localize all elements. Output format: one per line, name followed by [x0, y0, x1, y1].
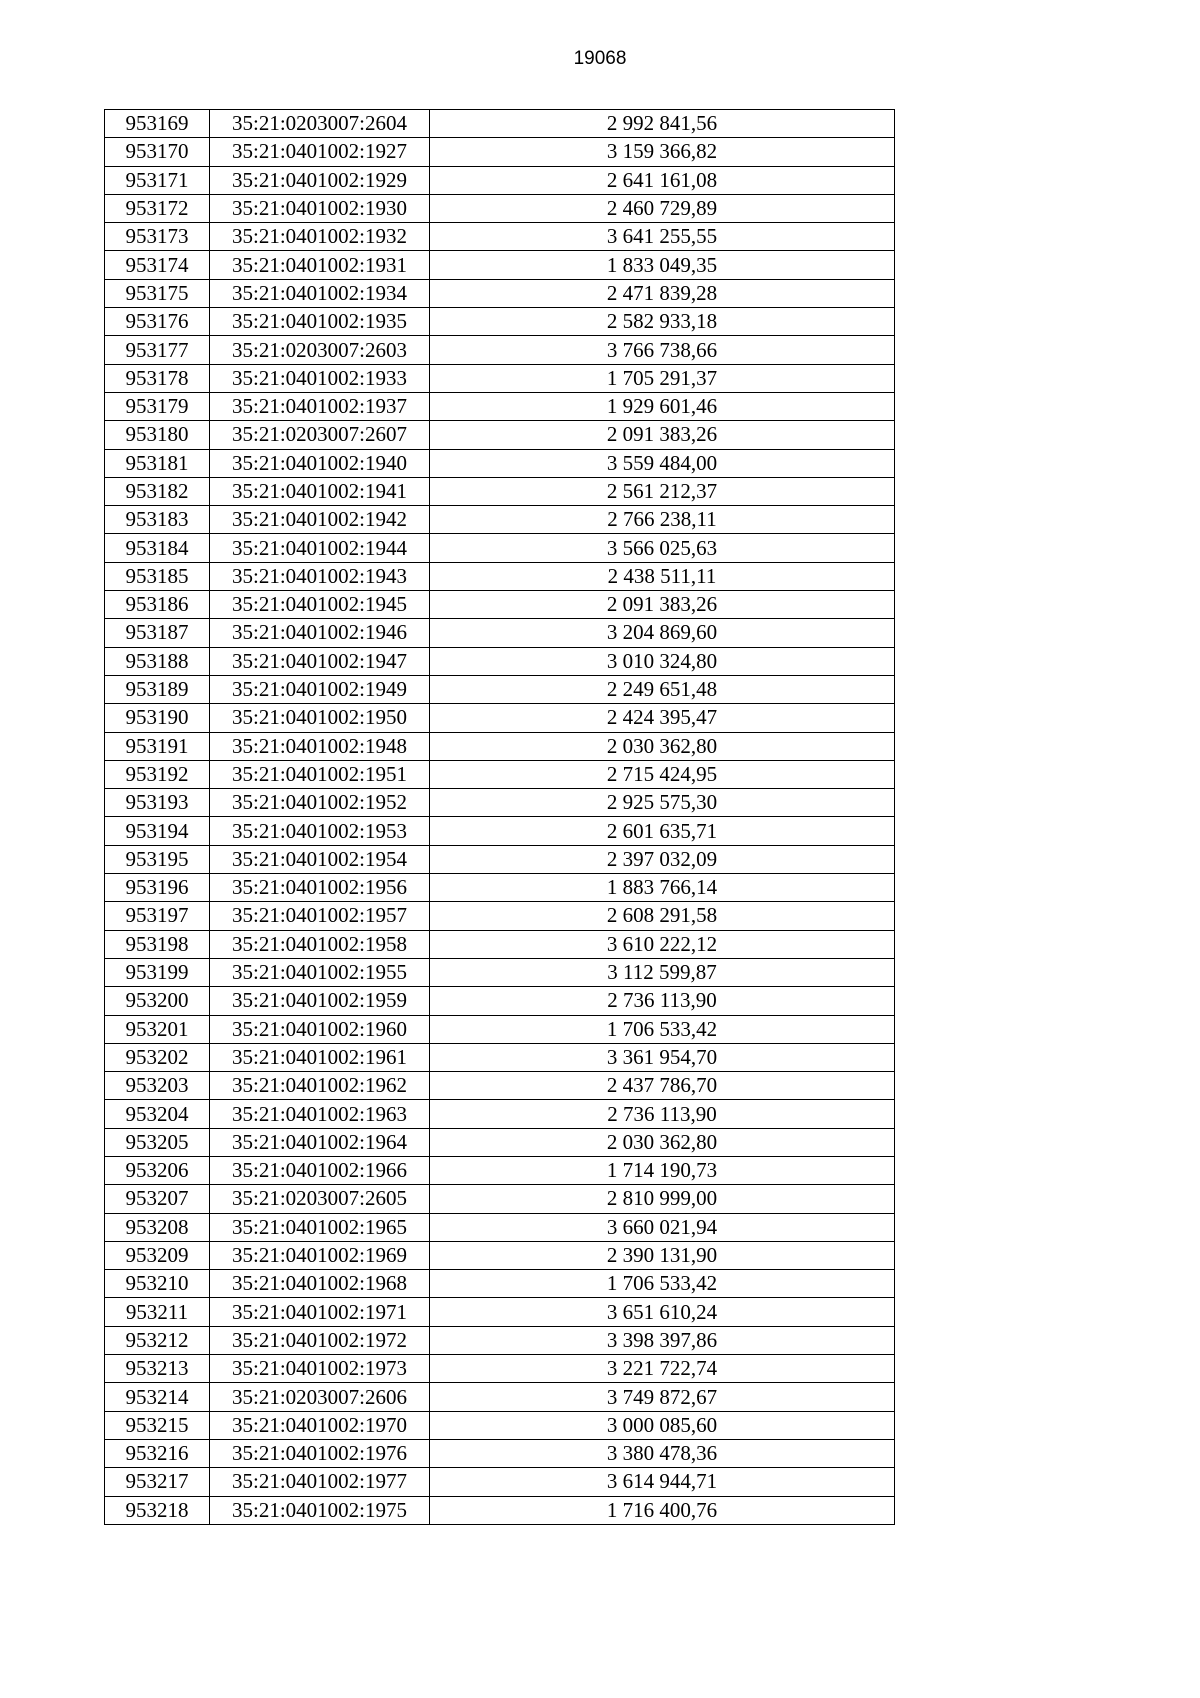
cadastral-number-cell: 35:21:0401002:1937	[210, 392, 430, 420]
row-number-cell: 953193	[105, 789, 210, 817]
table-row	[105, 194, 895, 222]
row-number-cell: 953216	[105, 1439, 210, 1467]
row-number-cell: 953200	[105, 987, 210, 1015]
row-number-cell: 953210	[105, 1270, 210, 1298]
row-number-cell: 953199	[105, 958, 210, 986]
row-number-cell: 953191	[105, 732, 210, 760]
cadastral-value-cell: 2 471 839,28	[430, 279, 895, 307]
row-number-cell: 953188	[105, 647, 210, 675]
row-number-cell: 953190	[105, 704, 210, 732]
row-number-cell: 953181	[105, 449, 210, 477]
cadastral-value-cell: 1 714 190,73	[430, 1156, 895, 1184]
cadastral-number-cell: 35:21:0401002:1933	[210, 364, 430, 392]
cadastral-number-cell: 35:21:0401002:1962	[210, 1072, 430, 1100]
cadastral-value-cell: 2 390 131,90	[430, 1241, 895, 1269]
cadastral-value-cell: 1 716 400,76	[430, 1496, 895, 1524]
table-row	[105, 1072, 895, 1100]
cadastral-number-cell: 35:21:0401002:1953	[210, 817, 430, 845]
row-number-cell: 953212	[105, 1326, 210, 1354]
cadastral-number-cell: 35:21:0401002:1975	[210, 1496, 430, 1524]
cadastral-value-cell: 2 397 032,09	[430, 845, 895, 873]
cadastral-value-cell: 3 361 954,70	[430, 1043, 895, 1071]
table-row	[105, 1298, 895, 1326]
cadastral-number-cell: 35:21:0203007:2607	[210, 421, 430, 449]
cadastral-value-cell: 1 705 291,37	[430, 364, 895, 392]
row-number-cell: 953197	[105, 902, 210, 930]
cadastral-value-cell: 2 424 395,47	[430, 704, 895, 732]
cadastral-value-cell: 1 706 533,42	[430, 1015, 895, 1043]
cadastral-value-cell: 2 249 651,48	[430, 675, 895, 703]
cadastral-value-cell: 3 610 222,12	[430, 930, 895, 958]
cadastral-number-cell: 35:21:0401002:1940	[210, 449, 430, 477]
page-number: 19068	[573, 48, 627, 69]
cadastral-value-cell: 2 736 113,90	[430, 987, 895, 1015]
cadastral-number-cell: 35:21:0401002:1941	[210, 477, 430, 505]
row-number-cell: 953175	[105, 279, 210, 307]
cadastral-value-cell: 3 766 738,66	[430, 336, 895, 364]
cadastral-number-cell: 35:21:0401002:1947	[210, 647, 430, 675]
table-row	[105, 1128, 895, 1156]
row-number-cell: 953206	[105, 1156, 210, 1184]
row-number-cell: 953185	[105, 562, 210, 590]
table-row	[105, 732, 895, 760]
row-number-cell: 953195	[105, 845, 210, 873]
cadastral-number-cell: 35:21:0401002:1950	[210, 704, 430, 732]
table-row	[105, 1185, 895, 1213]
cadastral-number-cell: 35:21:0401002:1952	[210, 789, 430, 817]
table-row	[105, 1043, 895, 1071]
table-row	[105, 110, 895, 138]
row-number-cell: 953213	[105, 1355, 210, 1383]
table-row	[105, 930, 895, 958]
cadastral-number-cell: 35:21:0401002:1968	[210, 1270, 430, 1298]
cadastral-value-cell: 2 715 424,95	[430, 760, 895, 788]
cadastral-value-cell: 2 460 729,89	[430, 194, 895, 222]
cadastral-value-cell: 2 091 383,26	[430, 591, 895, 619]
table-row	[105, 1270, 895, 1298]
table-row	[105, 534, 895, 562]
cadastral-number-cell: 35:21:0401002:1965	[210, 1213, 430, 1241]
cadastral-number-cell: 35:21:0401002:1929	[210, 166, 430, 194]
table-row	[105, 1015, 895, 1043]
cadastral-value-cell: 2 608 291,58	[430, 902, 895, 930]
row-number-cell: 953215	[105, 1411, 210, 1439]
cadastral-value-cell: 3 660 021,94	[430, 1213, 895, 1241]
cadastral-number-cell: 35:21:0401002:1969	[210, 1241, 430, 1269]
row-number-cell: 953177	[105, 336, 210, 364]
cadastral-number-cell: 35:21:0401002:1971	[210, 1298, 430, 1326]
table-row	[105, 817, 895, 845]
table-row	[105, 562, 895, 590]
row-number-cell: 953196	[105, 874, 210, 902]
table-row	[105, 1496, 895, 1524]
table-row	[105, 1411, 895, 1439]
row-number-cell: 953203	[105, 1072, 210, 1100]
cadastral-number-cell: 35:21:0401002:1957	[210, 902, 430, 930]
cadastral-value-cell: 2 561 212,37	[430, 477, 895, 505]
cadastral-value-cell: 3 749 872,67	[430, 1383, 895, 1411]
row-number-cell: 953209	[105, 1241, 210, 1269]
cadastral-number-cell: 35:21:0401002:1961	[210, 1043, 430, 1071]
cadastral-value-cell: 2 437 786,70	[430, 1072, 895, 1100]
cadastral-number-cell: 35:21:0401002:1946	[210, 619, 430, 647]
cadastral-number-cell: 35:21:0401002:1931	[210, 251, 430, 279]
table-row	[105, 1439, 895, 1467]
cadastral-number-cell: 35:21:0401002:1949	[210, 675, 430, 703]
cadastral-value-cell: 3 641 255,55	[430, 223, 895, 251]
cadastral-number-cell: 35:21:0401002:1963	[210, 1100, 430, 1128]
cadastral-number-cell: 35:21:0401002:1945	[210, 591, 430, 619]
cadastral-number-cell: 35:21:0401002:1954	[210, 845, 430, 873]
row-number-cell: 953205	[105, 1128, 210, 1156]
table-row	[105, 958, 895, 986]
cadastral-value-cell: 3 651 610,24	[430, 1298, 895, 1326]
table-row	[105, 987, 895, 1015]
table-row	[105, 251, 895, 279]
table-row	[105, 1468, 895, 1496]
row-number-cell: 953182	[105, 477, 210, 505]
cadastral-number-cell: 35:21:0401002:1942	[210, 506, 430, 534]
cadastral-number-cell: 35:21:0401002:1948	[210, 732, 430, 760]
row-number-cell: 953169	[105, 110, 210, 138]
table-row	[105, 392, 895, 420]
cadastral-number-cell: 35:21:0401002:1943	[210, 562, 430, 590]
cadastral-value-cell: 2 992 841,56	[430, 110, 895, 138]
cadastral-number-cell: 35:21:0401002:1956	[210, 874, 430, 902]
cadastral-number-cell: 35:21:0401002:1973	[210, 1355, 430, 1383]
cadastral-value-cell: 2 766 238,11	[430, 506, 895, 534]
cadastral-value-cell: 2 601 635,71	[430, 817, 895, 845]
cadastral-value-cell: 3 380 478,36	[430, 1439, 895, 1467]
table-row	[105, 336, 895, 364]
row-number-cell: 953211	[105, 1298, 210, 1326]
table-row	[105, 675, 895, 703]
cadastral-number-cell: 35:21:0401002:1951	[210, 760, 430, 788]
table-row	[105, 760, 895, 788]
row-number-cell: 953176	[105, 308, 210, 336]
table-row	[105, 704, 895, 732]
table-row	[105, 1156, 895, 1184]
cadastral-value-cell: 3 159 366,82	[430, 138, 895, 166]
cadastral-number-cell: 35:21:0203007:2603	[210, 336, 430, 364]
table-row	[105, 619, 895, 647]
cadastral-number-cell: 35:21:0401002:1966	[210, 1156, 430, 1184]
cadastral-value-cell: 1 833 049,35	[430, 251, 895, 279]
row-number-cell: 953180	[105, 421, 210, 449]
row-number-cell: 953189	[105, 675, 210, 703]
cadastral-value-cell: 3 566 025,63	[430, 534, 895, 562]
table-row	[105, 1326, 895, 1354]
cadastral-value-table	[104, 109, 895, 1525]
table-row	[105, 591, 895, 619]
row-number-cell: 953217	[105, 1468, 210, 1496]
cadastral-number-cell: 35:21:0401002:1932	[210, 223, 430, 251]
table-row	[105, 1241, 895, 1269]
row-number-cell: 953192	[105, 760, 210, 788]
cadastral-value-cell: 2 641 161,08	[430, 166, 895, 194]
table-row	[105, 647, 895, 675]
cadastral-value-cell: 3 614 944,71	[430, 1468, 895, 1496]
table-row	[105, 308, 895, 336]
row-number-cell: 953202	[105, 1043, 210, 1071]
cadastral-number-cell: 35:21:0401002:1944	[210, 534, 430, 562]
cadastral-number-cell: 35:21:0401002:1972	[210, 1326, 430, 1354]
row-number-cell: 953201	[105, 1015, 210, 1043]
table-row	[105, 1100, 895, 1128]
row-number-cell: 953172	[105, 194, 210, 222]
table-row	[105, 789, 895, 817]
row-number-cell: 953207	[105, 1185, 210, 1213]
row-number-cell: 953186	[105, 591, 210, 619]
cadastral-number-cell: 35:21:0401002:1976	[210, 1439, 430, 1467]
table-row	[105, 902, 895, 930]
cadastral-value-cell: 2 030 362,80	[430, 732, 895, 760]
row-number-cell: 953187	[105, 619, 210, 647]
table-row	[105, 1355, 895, 1383]
cadastral-value-cell: 3 010 324,80	[430, 647, 895, 675]
row-number-cell: 953208	[105, 1213, 210, 1241]
table-row	[105, 1213, 895, 1241]
table-row	[105, 166, 895, 194]
cadastral-number-cell: 35:21:0401002:1930	[210, 194, 430, 222]
row-number-cell: 953194	[105, 817, 210, 845]
cadastral-value-cell: 2 091 383,26	[430, 421, 895, 449]
table-row	[105, 845, 895, 873]
cadastral-number-cell: 35:21:0203007:2604	[210, 110, 430, 138]
cadastral-number-cell: 35:21:0401002:1960	[210, 1015, 430, 1043]
cadastral-value-cell: 1 883 766,14	[430, 874, 895, 902]
cadastral-number-cell: 35:21:0401002:1955	[210, 958, 430, 986]
cadastral-number-cell: 35:21:0401002:1935	[210, 308, 430, 336]
row-number-cell: 953184	[105, 534, 210, 562]
table-row	[105, 477, 895, 505]
row-number-cell: 953174	[105, 251, 210, 279]
cadastral-number-cell: 35:21:0401002:1970	[210, 1411, 430, 1439]
row-number-cell: 953204	[105, 1100, 210, 1128]
table-row	[105, 421, 895, 449]
cadastral-value-cell: 3 221 722,74	[430, 1355, 895, 1383]
row-number-cell: 953183	[105, 506, 210, 534]
row-number-cell: 953170	[105, 138, 210, 166]
cadastral-value-cell: 2 582 933,18	[430, 308, 895, 336]
row-number-cell: 953179	[105, 392, 210, 420]
table-row	[105, 279, 895, 307]
row-number-cell: 953171	[105, 166, 210, 194]
row-number-cell: 953198	[105, 930, 210, 958]
cadastral-value-cell: 1 929 601,46	[430, 392, 895, 420]
table-body	[105, 110, 895, 1525]
cadastral-value-cell: 1 706 533,42	[430, 1270, 895, 1298]
cadastral-value-cell: 3 112 599,87	[430, 958, 895, 986]
cadastral-value-cell: 3 398 397,86	[430, 1326, 895, 1354]
table-row	[105, 223, 895, 251]
table-row	[105, 138, 895, 166]
table-row	[105, 364, 895, 392]
cadastral-value-cell: 3 204 869,60	[430, 619, 895, 647]
cadastral-number-cell: 35:21:0401002:1934	[210, 279, 430, 307]
cadastral-number-cell: 35:21:0401002:1958	[210, 930, 430, 958]
row-number-cell: 953178	[105, 364, 210, 392]
row-number-cell: 953173	[105, 223, 210, 251]
table-row	[105, 874, 895, 902]
cadastral-value-cell: 2 925 575,30	[430, 789, 895, 817]
cadastral-number-cell: 35:21:0401002:1927	[210, 138, 430, 166]
cadastral-value-cell: 2 438 511,11	[430, 562, 895, 590]
cadastral-number-cell: 35:21:0401002:1977	[210, 1468, 430, 1496]
table-row	[105, 449, 895, 477]
cadastral-value-cell: 3 000 085,60	[430, 1411, 895, 1439]
cadastral-number-cell: 35:21:0203007:2605	[210, 1185, 430, 1213]
cadastral-number-cell: 35:21:0203007:2606	[210, 1383, 430, 1411]
cadastral-number-cell: 35:21:0401002:1964	[210, 1128, 430, 1156]
cadastral-number-cell: 35:21:0401002:1959	[210, 987, 430, 1015]
cadastral-value-cell: 2 810 999,00	[430, 1185, 895, 1213]
table-row	[105, 506, 895, 534]
cadastral-value-cell: 2 030 362,80	[430, 1128, 895, 1156]
cadastral-value-cell: 3 559 484,00	[430, 449, 895, 477]
table-row	[105, 1383, 895, 1411]
row-number-cell: 953218	[105, 1496, 210, 1524]
row-number-cell: 953214	[105, 1383, 210, 1411]
cadastral-value-cell: 2 736 113,90	[430, 1100, 895, 1128]
